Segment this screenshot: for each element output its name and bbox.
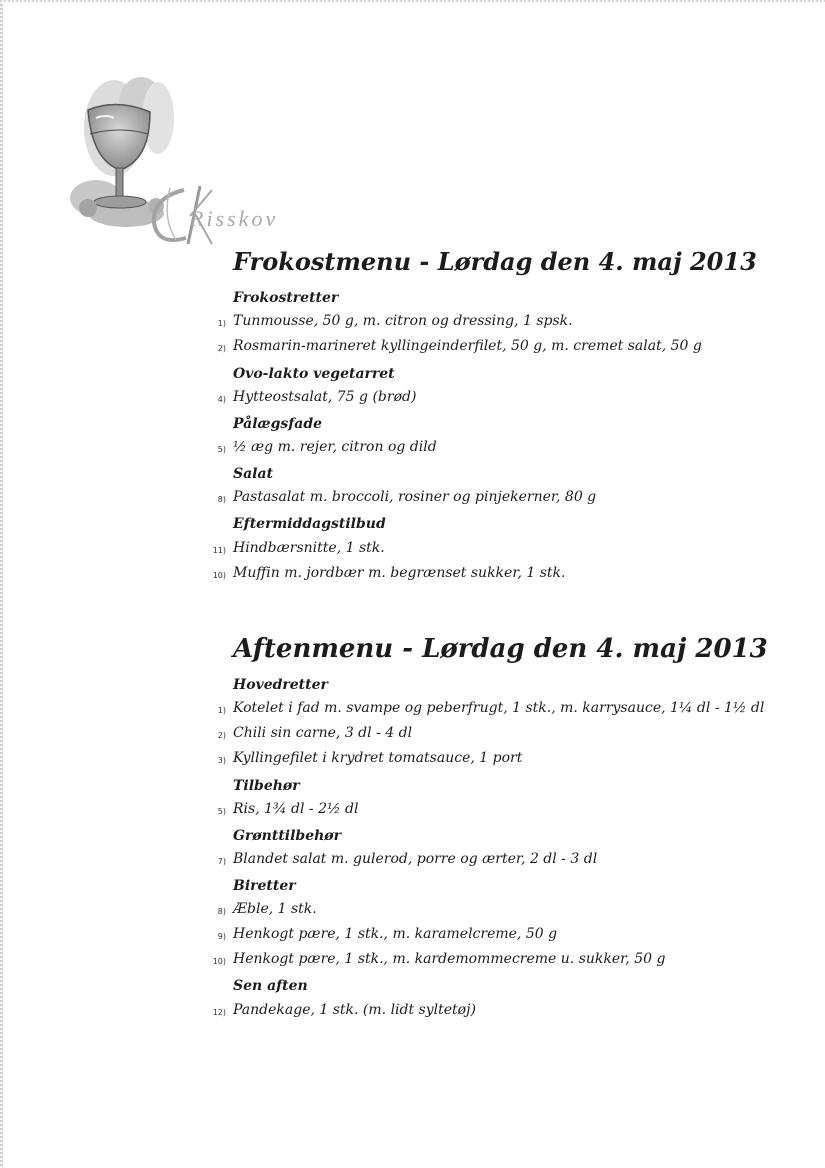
item-number: 1) [217,706,226,715]
lunch-menu-title: Frokostmenu - Lørdag den 4. maj 2013 [233,247,757,276]
item-number: 10) [212,957,226,966]
dinner-menu-title: Aftenmenu - Lørdag den 4. maj 2013 [233,634,768,664]
item-number: 12) [212,1008,226,1017]
item-number: 8) [217,907,226,916]
item-number: 3) [217,756,226,765]
item-number: 5) [217,807,226,816]
section-heading: Pålægsfade [233,416,323,432]
item-text: Hindbærsnitte, 1 stk. [233,540,385,556]
section-heading: Grønttilbehør [233,828,342,844]
item-text: Kyllingefilet i krydret tomatsauce, 1 port [233,750,523,766]
logo-text: Risskov [190,206,279,231]
item-text: Henkogt pære, 1 stk., m. kardemommecreme u. sukker, 50 g [233,951,666,967]
section-heading: Ovo-lakto vegetarret [233,366,395,382]
item-text: ½ æg m. rejer, citron og dild [233,439,437,455]
item-number: 10) [212,571,226,580]
item-text: Pastasalat m. broccoli, rosiner og pinjekerner, 80 g [233,489,597,505]
item-number: 7) [217,857,226,866]
item-number: 2) [217,344,226,353]
item-text: Tunmousse, 50 g, m. citron og dressing, 1 spsk. [233,313,573,329]
item-text: Ris, 1¾ dl - 2½ dl [233,801,359,817]
section-heading: Biretter [233,878,296,894]
section-heading: Hovedretter [233,677,328,693]
item-text: Muffin m. jordbær m. begrænset sukker, 1 stk. [233,565,566,581]
item-number: 8) [217,495,226,504]
section-heading: Frokostretter [233,290,339,306]
item-number: 5) [217,445,226,454]
section-heading: Salat [233,466,274,482]
section-heading: Eftermiddagstilbud [233,516,386,532]
scan-edge-top [0,0,825,2]
item-text: Blandet salat m. gulerod, porre og ærter, 2 dl - 3 dl [233,851,598,867]
item-number: 4) [217,395,226,404]
section-heading: Sen aften [233,978,308,994]
item-text: Pandekage, 1 stk. (m. lidt syltetøj) [233,1002,476,1018]
item-number: 11) [212,546,226,555]
item-text: Kotelet i fad m. svampe og peberfrugt, 1 stk., m. karrysauce, 1¼ dl - 1½ dl [233,700,765,716]
scan-edge-left [0,0,3,1168]
item-text: Rosmarin-marineret kyllingeinderfilet, 50 g, m. cremet salat, 50 g [233,338,702,354]
item-number: 1) [217,319,226,328]
item-text: Æble, 1 stk. [233,901,317,917]
item-text: Chili sin carne, 3 dl - 4 dl [233,725,413,741]
item-number: 9) [217,932,226,941]
item-number: 2) [217,731,226,740]
item-text: Hytteostsalat, 75 g (brød) [233,389,417,405]
item-text: Henkogt pære, 1 stk., m. karamelcreme, 50 g [233,926,558,942]
section-heading: Tilbehør [233,778,300,794]
